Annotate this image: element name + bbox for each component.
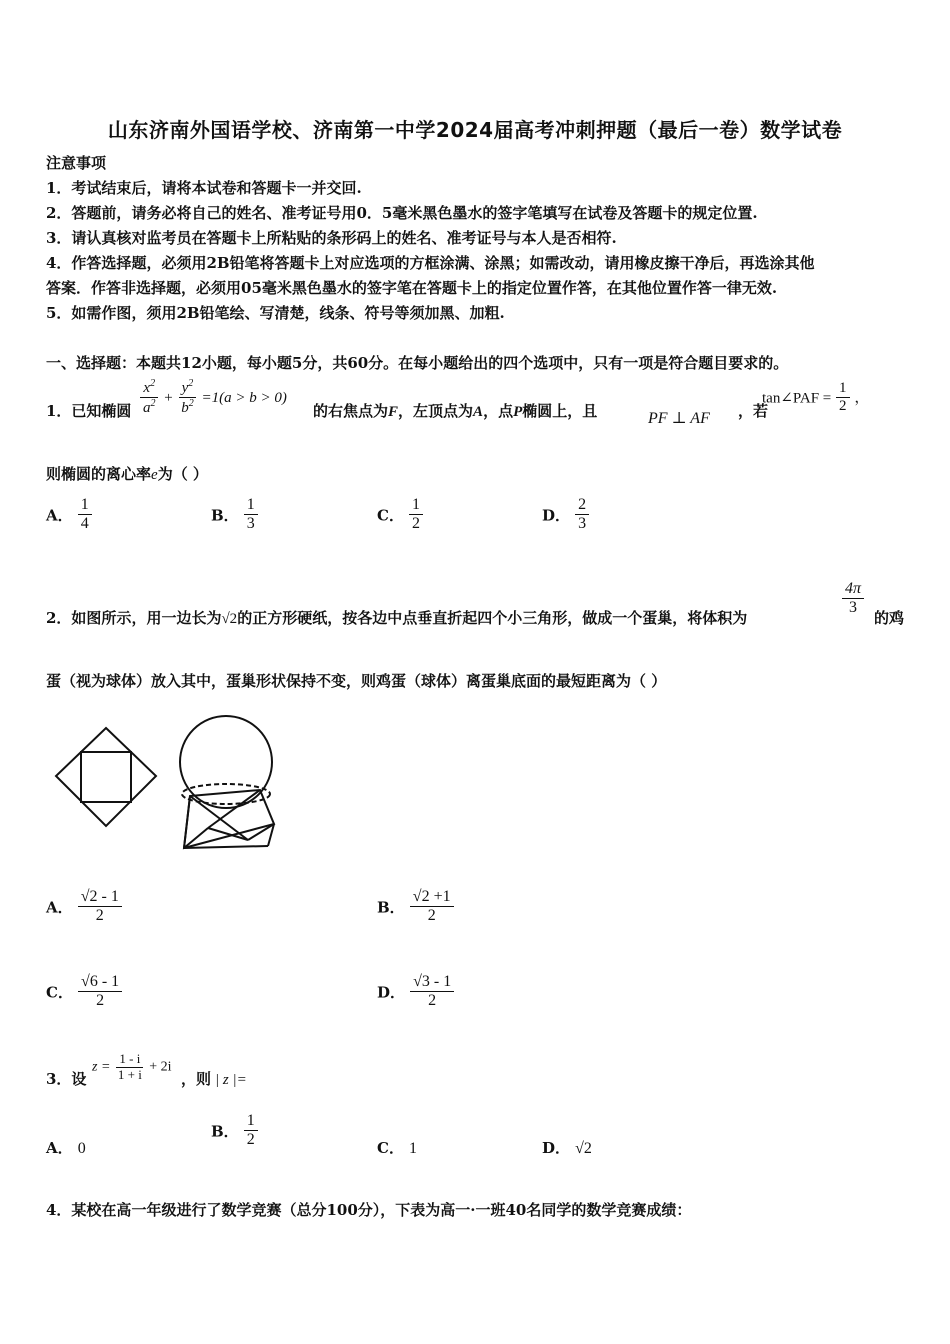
section-heading: 一、选择题：本题共12小题，每小题5分，共60分。在每小题给出的四个选项中，只有一项是符合题目要求的。 (46, 354, 789, 372)
option-d[interactable]: D． $\frac{2}{3}$ (542, 496, 589, 534)
notice-item: 2．答题前，请务必将自己的姓名、准考证号用0．5毫米黑色墨水的签字笔填写在试卷及答题卡的规定位置. (46, 204, 758, 222)
ellipse-equation: $\frac{x^2}{a^2}$ + $\frac{y^2}{b^2}$ =1(a > b > 0) (140, 378, 287, 418)
q3-then: ，则 (181, 1070, 212, 1088)
q1-line2: 则椭圆的离心率e为（ ） (46, 465, 208, 483)
q2-text-end: 的鸡 (874, 609, 905, 627)
volume-fraction: $\frac{4\pi}{3}$ (842, 580, 864, 618)
q1-text: 1．已知椭圆 (46, 402, 132, 420)
q2-line2: 蛋（视为球体）放入其中，蛋巢形状保持不变，则鸡蛋（球体）离蛋巢底面的最短距离为（ ） (46, 672, 667, 690)
option-d[interactable]: D． $\frac{√3 - 1}{2}$ (377, 973, 454, 1011)
notice-heading: 注意事项 (46, 154, 107, 172)
option-c[interactable]: C． $\frac{1}{2}$ (377, 496, 423, 534)
option-b[interactable]: B． $\frac{1}{2}$ (211, 1112, 258, 1150)
q1-if: ，若 (738, 402, 769, 420)
option-a[interactable]: A． 0 (46, 1139, 86, 1157)
z-expression: z = $\frac{1 - i}{1 + i}$ + 2i (92, 1051, 172, 1082)
square-outline (56, 728, 156, 826)
egg-sphere (180, 716, 272, 808)
option-b[interactable]: B． $\frac{√2 +1}{2}$ (377, 888, 454, 926)
q2-text: 2．如图所示，用一边长为√2的正方形硬纸，按各边中点垂直折起四个小三角形，做成一个蛋巢，将体积为 (46, 609, 748, 627)
notice-item: 3．请认真核对监考员在答题卡上所粘贴的条形码上的姓名、准考证号与本人是否相符. (46, 229, 617, 247)
option-a[interactable]: A． $\frac{1}{4}$ (46, 496, 92, 534)
option-c[interactable]: C． 1 (377, 1139, 418, 1157)
option-a[interactable]: A． $\frac{√2 - 1}{2}$ (46, 888, 122, 926)
q1-text-cont: 的右焦点为F，左顶点为A，点P椭圆上，且 (313, 402, 598, 420)
tan-condition: tan∠PAF = $\frac{1}{2}$ ， (762, 380, 870, 415)
notice-item: 答案．作答非选择题，必须用05毫米黑色墨水的签字笔在答题卡上的指定位置作答，在其他位置作答一律无效. (46, 279, 778, 297)
egg-nest-figure (48, 710, 288, 860)
abs-z: | z |= (215, 1072, 247, 1088)
perp-condition: PF ⊥ AF (648, 410, 710, 427)
notice-item: 1．考试结束后，请将本试卷和答题卡一并交回. (46, 179, 362, 197)
option-c[interactable]: C． $\frac{√6 - 1}{2}$ (46, 973, 122, 1011)
inner-square (81, 752, 131, 802)
option-b[interactable]: B． $\frac{1}{3}$ (211, 496, 258, 534)
option-d[interactable]: D． √2 (542, 1139, 592, 1157)
q4-text: 4．某校在高一年级进行了数学竞赛（总分100分），下表为高一·一班40名同学的数学竞赛成绩： (46, 1201, 692, 1219)
notice-item: 4．作答选择题，必须用2B铅笔将答题卡上对应选项的方框涂满、涂黑；如需改动，请用橡皮擦干净后，再选涂其他 (46, 254, 815, 272)
notice-item: 5．如需作图，须用2B铅笔绘、写清楚，线条、符号等须加黑、加粗. (46, 304, 505, 322)
q3-text: 3．设 (46, 1070, 87, 1088)
page-title: 山东济南外国语学校、济南第一中学2024届高考冲刺押题（最后一卷）数学试卷 (107, 118, 843, 142)
